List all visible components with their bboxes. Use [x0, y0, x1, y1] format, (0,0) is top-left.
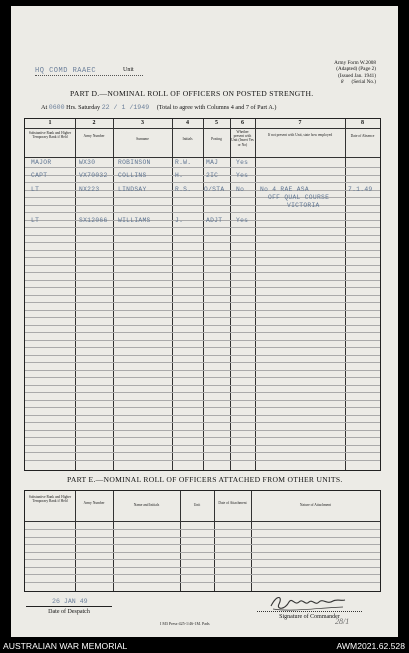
row-rule [25, 537, 380, 538]
cell-posting: 2IC [206, 172, 219, 179]
column-number: 1 [48, 120, 52, 126]
cell-how-employed: No 4 RAE ASA [260, 186, 309, 193]
column-header: Army Number [83, 134, 105, 138]
row-rule [25, 400, 380, 401]
row-rule [25, 377, 380, 378]
row-rule [25, 250, 380, 251]
row-rule [25, 407, 380, 408]
cell-surname: ROBINSON [118, 159, 151, 166]
column-number: 2 [92, 120, 96, 126]
row-rule [25, 582, 380, 583]
form-line: Army Form W.2008 [334, 60, 376, 66]
unit-field [35, 67, 134, 75]
column-header: Substantive Rank and Higher Temporary Rank if Held [28, 495, 72, 504]
part-d-table [24, 118, 381, 471]
column-header: Surname [136, 137, 149, 141]
row-rule [25, 460, 380, 461]
row-rule [25, 227, 380, 228]
column-number: 3 [141, 120, 144, 126]
row-rule [25, 385, 380, 386]
printer-line: I M3 Press-425-1/46-1M. Pads [160, 621, 210, 626]
row-rule [25, 287, 380, 288]
row-rule [25, 430, 380, 431]
column-number: 6 [241, 120, 244, 126]
cell-surname: COLLINS [118, 172, 147, 179]
column-header: Initials [182, 137, 193, 141]
row-rule [25, 325, 380, 326]
time-typed: 0600 [48, 104, 65, 111]
column-header: Posting [211, 137, 222, 141]
despatch-label: Date of Despatch [26, 606, 112, 615]
cell-date: 7.1.49 [348, 186, 373, 193]
cell-initials: R.W. [175, 159, 192, 166]
column-number: 4 [186, 120, 189, 126]
cell-rank: CAPT [31, 172, 48, 179]
row-rule [25, 415, 380, 416]
column-header: Unit [193, 503, 201, 507]
cell-surname: WILLIAMS [118, 217, 151, 224]
archive-id: AWM2021.62.528 [336, 641, 405, 651]
row-rule [25, 422, 380, 423]
row-rule [25, 370, 380, 371]
year-typed: 9 [145, 104, 150, 111]
column-divider [214, 491, 215, 591]
row-rule [25, 529, 380, 530]
header-divider [25, 521, 380, 522]
row-rule [25, 452, 380, 453]
column-header: Nature of Attachment [299, 503, 332, 507]
date-typed: 22 / 1 /194 [101, 104, 146, 111]
cell-rank: LT [31, 217, 40, 224]
column-header: Whether present with Unit (Insert Yes or No) [231, 130, 254, 147]
row-rule [25, 347, 380, 348]
column-divider [75, 491, 76, 591]
row-rule [25, 355, 380, 356]
part-e-table [24, 490, 381, 592]
form-line: 8 (Serial No.) [340, 79, 376, 86]
cell-posting: MAJ [206, 159, 219, 166]
column-header: Name and Initials [133, 503, 160, 507]
column-header: Substantive Rank and Higher Temporary Rank if Held [28, 131, 72, 140]
header-divider [25, 157, 380, 158]
cell-initials: H. [175, 172, 184, 179]
row-rule [25, 332, 380, 333]
row-rule [25, 272, 380, 273]
cell-present: Yes [236, 217, 249, 224]
row-rule [25, 182, 380, 183]
row-rule [25, 567, 380, 568]
row-rule [25, 392, 380, 393]
cell-posting: O/STA [204, 186, 225, 193]
form-identifier [310, 60, 376, 86]
row-rule [25, 552, 380, 553]
form-line: (Adapted) (Page 2) [336, 66, 376, 73]
part-d-title: PART D.—NOMINAL ROLL OF OFFICERS ON POSTED STRENGTH. [70, 89, 314, 98]
column-divider [180, 491, 181, 591]
unit-typed: HQ COMD RAAEC [35, 67, 97, 75]
column-number: 8 [361, 120, 364, 126]
part-d-date-line: At 0600 Hrs. Saturday 22 / 1 /1949 (Total to agree with Columns 4 and 7 of Part A.) [41, 104, 277, 111]
row-rule [25, 559, 380, 560]
row-rule [25, 340, 380, 341]
row-rule [25, 235, 380, 236]
form-line: (Issued Jan. 1941) [338, 72, 376, 79]
cell-initials: J. [175, 217, 184, 224]
row-rule [25, 445, 380, 446]
row-rule [25, 167, 380, 168]
row-rule [25, 362, 380, 363]
row-rule [25, 280, 380, 281]
unit-label: Unit [123, 67, 134, 73]
cell-number: VX70032 [79, 172, 108, 179]
column-number: 5 [215, 120, 218, 126]
despatch-typed: 26 JAN 49 [52, 598, 88, 605]
cell-present: Yes [236, 159, 249, 166]
row-rule [25, 242, 380, 243]
row-rule [25, 310, 380, 311]
cell-how-employed: VICTORIA [287, 202, 320, 209]
cell-rank: LT [31, 186, 40, 193]
cell-posting: ADJT [206, 217, 223, 224]
column-header: If not present with Unit, state how employed [267, 133, 333, 137]
column-number: 7 [298, 120, 302, 126]
cell-surname: LINDSAY [118, 186, 147, 193]
row-rule [25, 295, 380, 296]
form-handwritten: 8 [340, 79, 344, 86]
row-rule [25, 437, 380, 438]
archive-credit: AUSTRALIAN WAR MEMORIAL [3, 641, 128, 651]
handwritten-note: 28/1 [335, 617, 350, 626]
part-e-title: PART E.—NOMINAL ROLL OF OFFICERS ATTACHED FROM OTHER UNITS. [67, 475, 343, 484]
row-rule [25, 265, 380, 266]
row-rule [25, 302, 380, 303]
cell-number: SX12066 [79, 217, 108, 224]
column-divider [113, 491, 114, 591]
cell-rank: MAJOR [31, 159, 52, 166]
column-header: Army Number [83, 501, 105, 505]
row-rule [25, 257, 380, 258]
cell-number: NX223 [79, 186, 100, 193]
cell-present: Yes [236, 172, 249, 179]
row-rule [25, 212, 380, 213]
row-rule [25, 544, 380, 545]
row-rule [25, 574, 380, 575]
unit-underline [35, 75, 143, 76]
cell-how-employed: OFF QUAL COURSE [268, 194, 330, 201]
column-header: Date of Attachment [218, 501, 247, 505]
signature-label: Signature of Commander [257, 611, 362, 620]
row-rule [25, 317, 380, 318]
cell-number: WX30 [79, 159, 96, 166]
cell-initials: R.S. [175, 186, 192, 193]
header-divider [25, 128, 380, 129]
column-header: Date of Absence [350, 134, 375, 138]
column-divider [251, 491, 252, 591]
row-rule [25, 205, 380, 206]
cell-present: No [236, 186, 245, 193]
date-of-despatch [26, 598, 112, 615]
total-note: (Total to agree with Columns 4 and 7 of Part A.) [156, 104, 277, 111]
